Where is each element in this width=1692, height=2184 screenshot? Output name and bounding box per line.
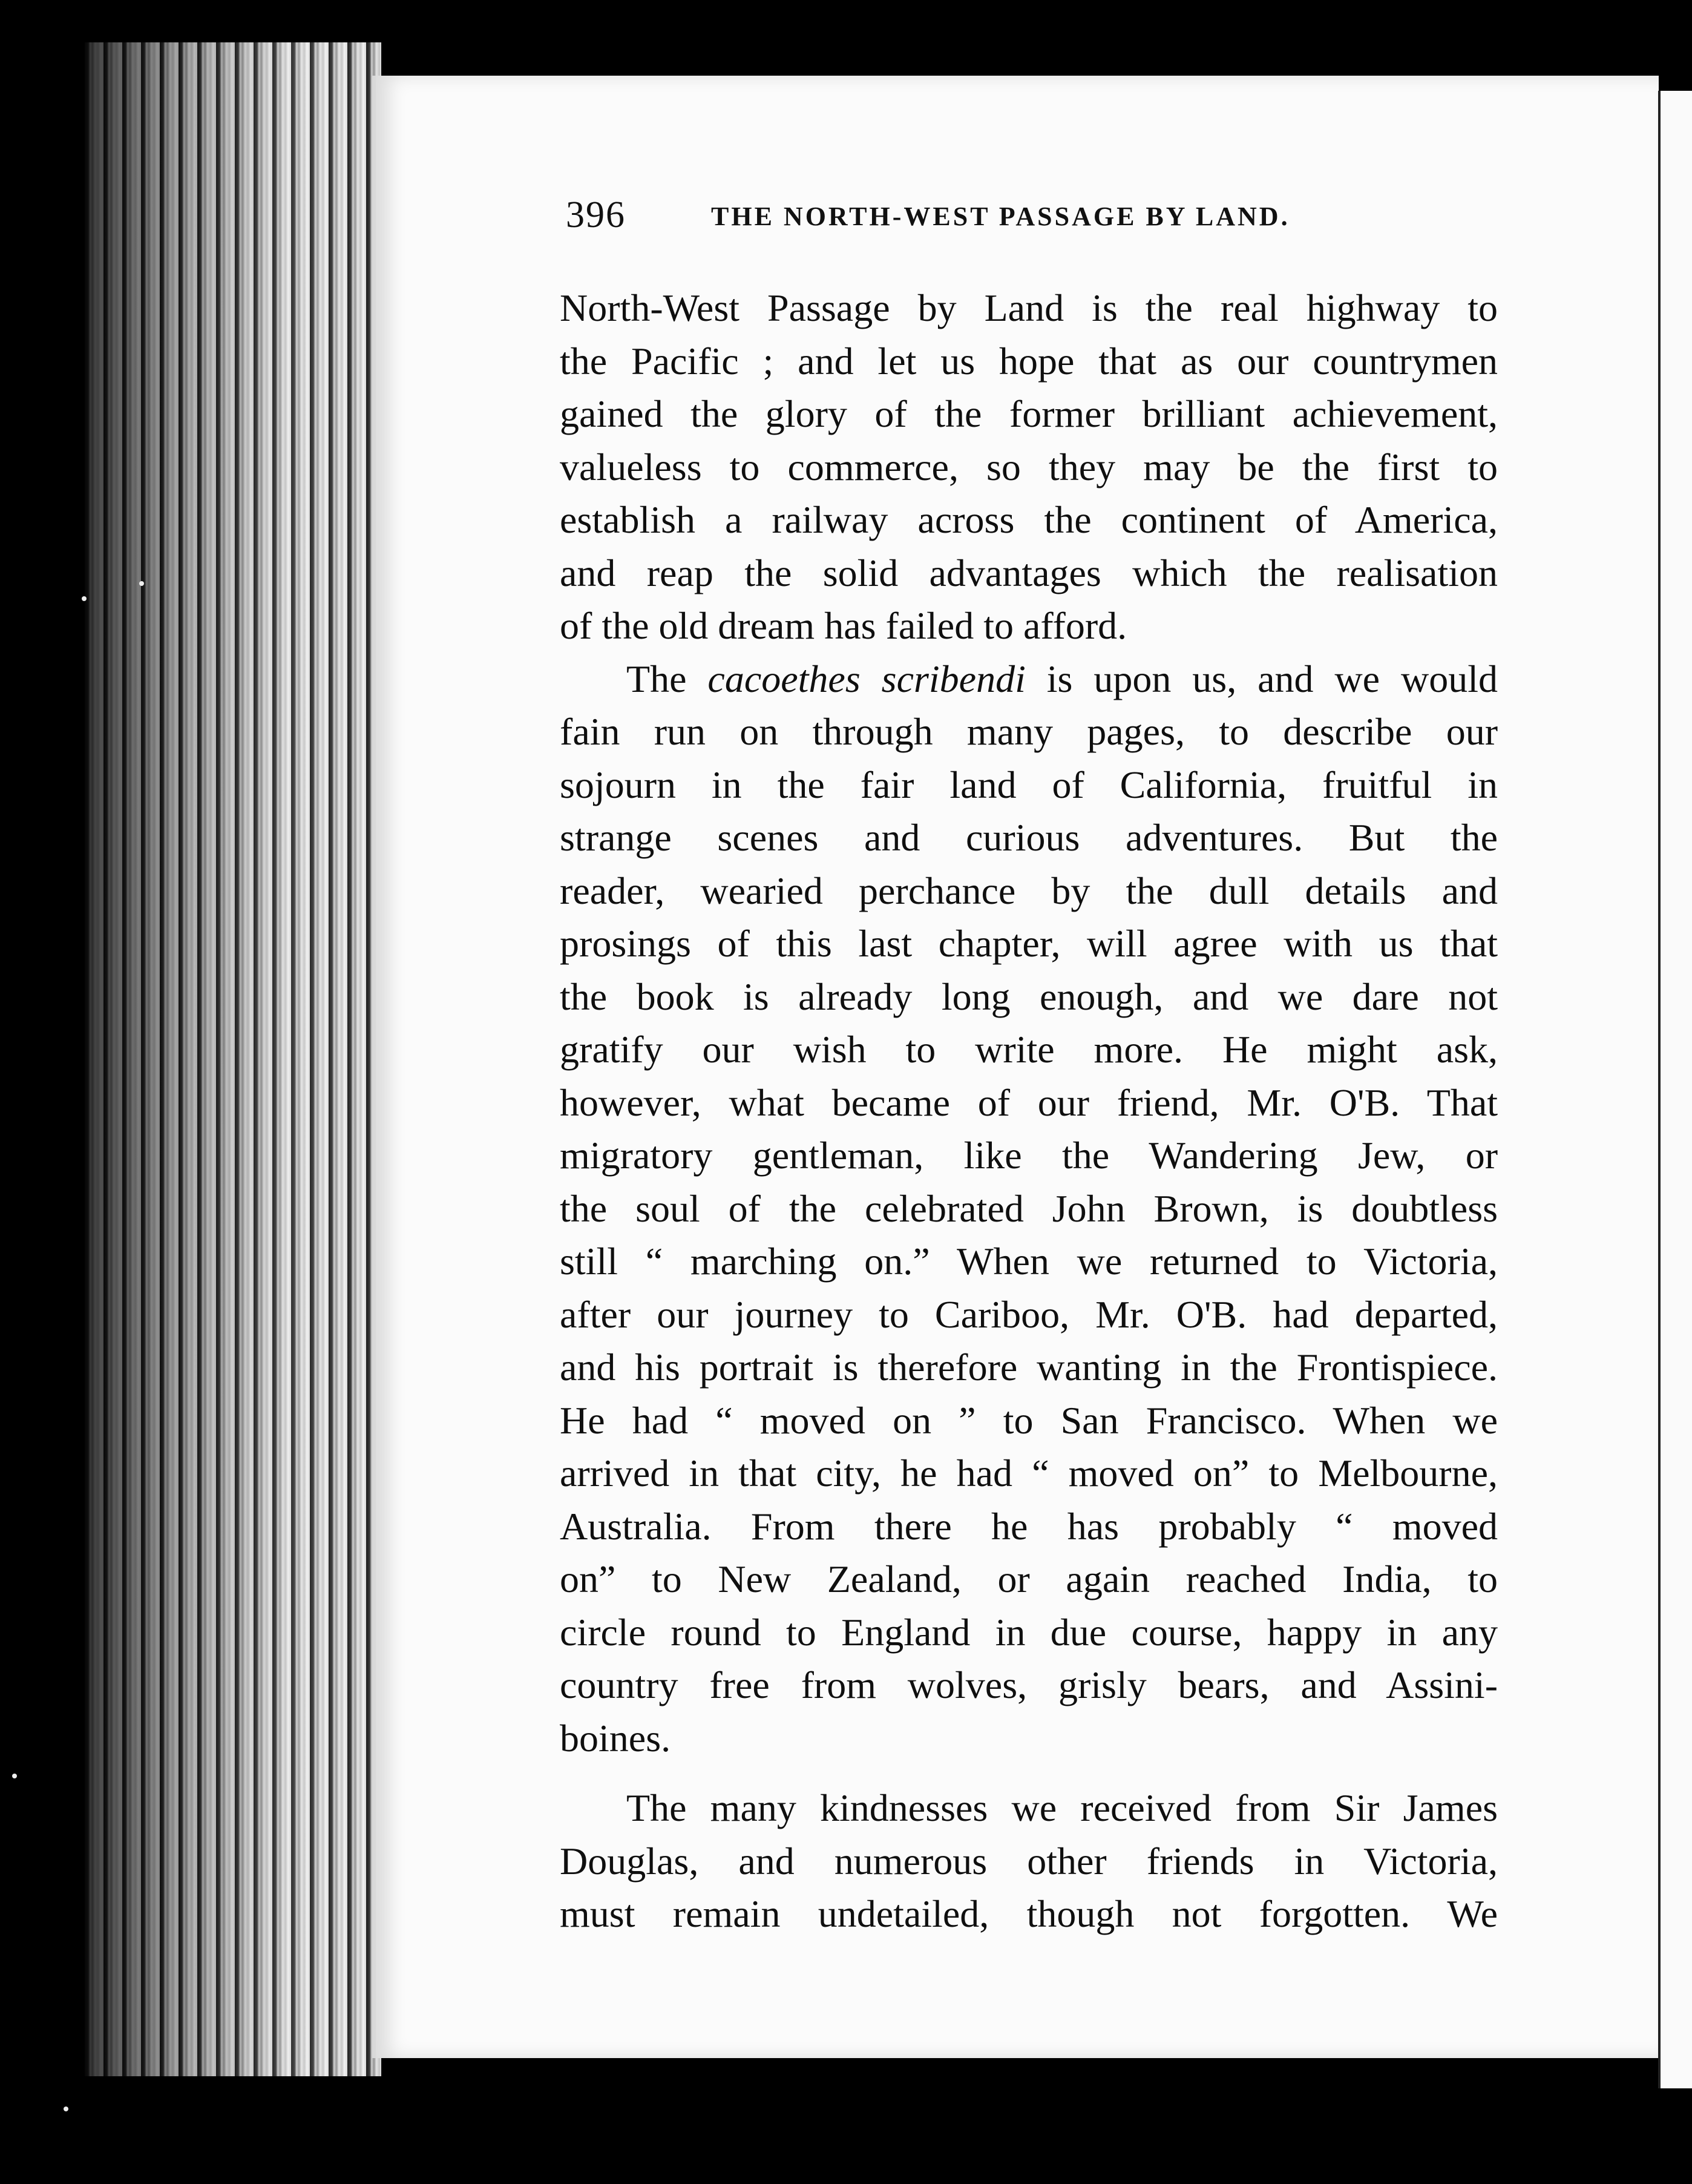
text-line: sojourn in the fair land of California, fruitful in <box>560 763 1498 806</box>
text-line: boines. <box>560 1716 671 1760</box>
text-line: country free from wolves, grisly bears, and Assini- <box>560 1663 1498 1706</box>
scan-speck <box>139 581 144 586</box>
scan-speck <box>64 2107 68 2111</box>
text-line: prosings of this last chapter, will agree with us that <box>560 922 1498 965</box>
running-head <box>566 194 1346 248</box>
text-line-first <box>560 653 1498 706</box>
text-line: still “ marching on.” When we returned to Victoria, <box>560 1240 1498 1283</box>
text-line: must remain undetailed, though not forgotten. We <box>560 1892 1498 1935</box>
scan-speck <box>12 1774 17 1778</box>
text-line: on” to New Zealand, or again reached India, to <box>560 1557 1498 1600</box>
text-line: after our journey to Cariboo, Mr. O'B. had departed, <box>560 1292 1498 1336</box>
scan-speck <box>82 596 87 601</box>
text-line: North-West Passage by Land is the real highway to <box>560 286 1498 329</box>
text-line: and reap the solid advantages which the realisation <box>560 551 1498 594</box>
text-line: the Pacific ; and let us hope that as our countrymen <box>560 339 1498 383</box>
text-run: The <box>626 657 708 700</box>
text-line: the soul of the celebrated John Brown, is doubtless <box>560 1186 1498 1230</box>
text-line: and his portrait is therefore wanting in the Frontispiece. <box>560 1346 1498 1389</box>
paragraph-3 <box>560 1781 1498 1941</box>
facing-page-edge <box>1658 91 1692 2088</box>
text-line: migratory gentleman, like the Wandering Jew, or <box>560 1134 1498 1177</box>
text-line: valueless to commerce, so they may be the first to <box>560 445 1498 488</box>
text-line: fain run on through many pages, to describe our <box>560 710 1498 753</box>
book-page-edges <box>85 42 381 2076</box>
text-line: the book is already long enough, and we dare not <box>560 975 1498 1018</box>
text-line: of the old dream has failed to afford. <box>560 604 1127 647</box>
text-line: He had “ moved on ” to San Francisco. When we <box>560 1398 1498 1442</box>
text-line: strange scenes and curious adventures. But the <box>560 816 1498 859</box>
text-line: reader, wearied perchance by the dull details and <box>560 869 1498 912</box>
text-line: Australia. From there he has probably “ moved <box>560 1504 1498 1548</box>
text-line: however, what became of our friend, Mr. O'B. That <box>560 1080 1498 1124</box>
paragraph-2 <box>560 653 1498 1765</box>
text-line: establish a railway across the continent of America, <box>560 498 1498 541</box>
paragraph-1 <box>560 281 1498 653</box>
italic-phrase: cacoethes scribendi <box>707 657 1026 700</box>
running-head-title: THE NORTH-WEST PASSAGE BY LAND. <box>711 202 1290 231</box>
text-run: is upon us, and we would <box>1025 657 1498 700</box>
text-line: arrived in that city, he had “ moved on” to Melbourne, <box>560 1452 1498 1495</box>
text-line: gained the glory of the former brilliant achievement, <box>560 392 1498 435</box>
text-line: gratify our wish to write more. He might ask, <box>560 1028 1498 1071</box>
text-line: Douglas, and numerous other friends in Victoria, <box>560 1839 1498 1883</box>
paragraph-spacer <box>560 1765 1498 1781</box>
body-text <box>560 281 1498 1941</box>
text-line: The many kindnesses we received from Sir James <box>626 1786 1498 1829</box>
text-line: circle round to England in due course, happy in any <box>560 1610 1498 1654</box>
page-number: 396 <box>566 194 626 235</box>
